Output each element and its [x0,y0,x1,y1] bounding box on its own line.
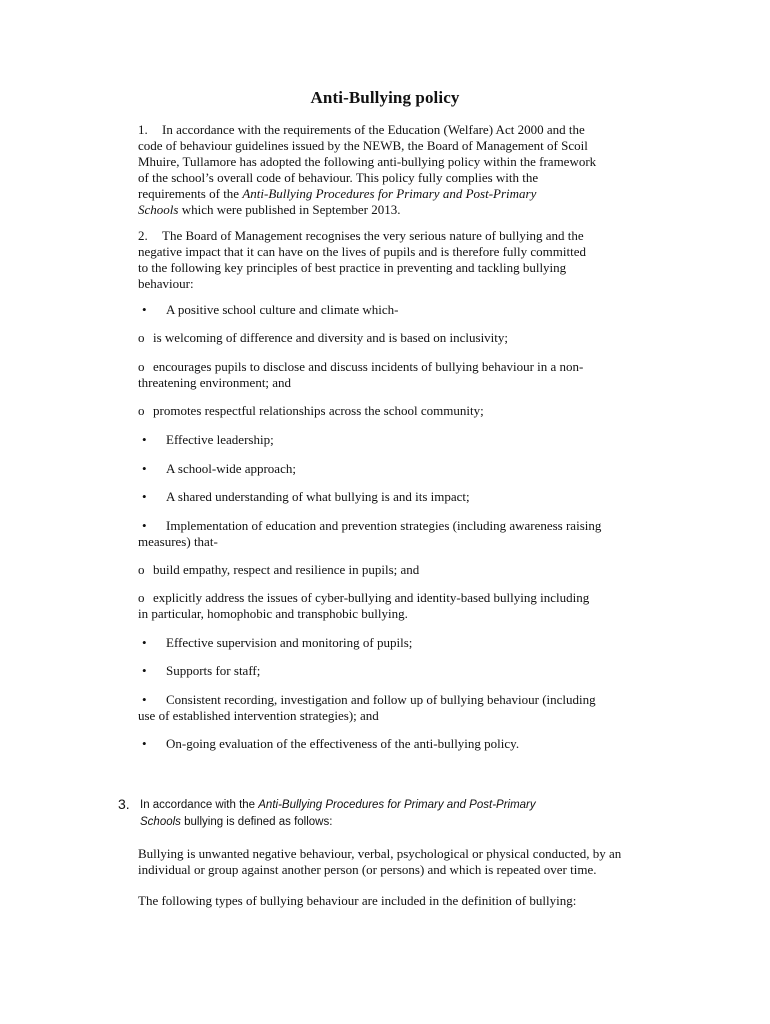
bullet-icon: • [142,432,147,447]
bullet-icon: • [142,635,147,650]
paragraph-number: 3. [118,796,130,812]
list-item: o promotes respectful relationships across the school community; [138,403,484,418]
list-item: • Consistent recording, investigation and follow up of bullying behaviour (including use of established intervention strategies); and [138,692,596,723]
paragraph-2: 2. The Board of Management recognises the very serious nature of bullying and the negative impact that it can have on the lives of pupils and is therefore fully committed to the following key principles of best practice in preventing and tackling bullying behaviour: [138,228,587,291]
italic-title: Anti-Bullying Procedures for Primary and Post-Primary [242,186,537,201]
circle-bullet-icon: o [138,330,145,345]
list-item: • Implementation of education and prevention strategies (including awareness raising measures) that- [138,518,602,549]
paragraph-number: 1. [138,122,148,137]
paragraph-number: 2. [138,228,148,243]
italic-title: Anti-Bullying Procedures for Primary and Post-Primary [258,799,536,811]
list-item: • Effective leadership; [138,432,658,448]
types-intro-paragraph: The following types of bullying behaviour are included in the definition of bullying: [138,893,577,908]
circle-bullet-icon: o [138,403,145,418]
list-item: • A school-wide approach; [138,461,658,477]
circle-bullet-icon: o [138,562,145,577]
bullet-icon: • [142,692,147,707]
list-item: • On-going evaluation of the effectiveness of the anti-bullying policy. [138,736,658,752]
bullet-icon: • [142,736,147,751]
list-item: o is welcoming of difference and diversity and is based on inclusivity; [138,330,509,345]
list-item: • A shared understanding of what bullying is and its impact; [138,489,658,505]
circle-bullet-icon: o [138,590,145,605]
document-page: Anti-Bullying policy 1. In accordance with the requirements of the Education (Welfare) Act 2000 and the code of behaviour guidelines issued by the NEWB, the Board of Management of Scoil Mhuire, Tullamore has adopted the following anti-bullying policy within the framework of the school’s overall code of behaviour. This policy fully complies with the requirements of the Anti-Bullying Procedures for Primary and Post-Primary Schools which were published in September 2013. 2. The Board of Management recognises the very serious nature of bullying and the negative impact that it can have on the lives of pupils and is therefore fully committed to the following key principles of best practice in preventing and tackling bullying behaviour: • A positive school culture and climate which- o is welcoming of difference and diversity and is based on inclusivity; o encourages pupils to disclose and discuss incidents of bullying behaviour in a non- threatening environment; and o promotes respectful relationships across the school community; • Effective leadership; • A school-wide approach; • A shared understanding of what bullying is and its impact; • Implementation of education and prevention strategies (including awareness raising measures) that- o build empathy, respect and resilience in pupils; and o explicitly address the issues of cyber-bullying and identity-based bullying including in particular, homophobic and transphobic bullying. • Effective supervision and monitoring of pupils; • Supports for staff; • Consistent recording, investigation and follow up of bullying behaviour (including use of established intervention strategies); and • On-going evaluation of the effectiveness of the anti-bullying policy. 3. In accordance with the Anti-Bullying Procedures for Primary and Post-Primary Schools bullying is defined as follows: Bullying is unwanted negative behaviour, verbal, psychological or physical conducted, by an individual or group against another person (or persons) and which is repeated over time. The following types of bullying behaviour are included in the definition of bullying: [0,0,770,1024]
list-item: • Supports for staff; [138,663,658,679]
list-item: o explicitly address the issues of cyber-bullying and identity-based bullying including in particular, homophobic and transphobic bullying. [138,590,590,621]
circle-bullet-icon: o [138,359,145,374]
italic-title: Schools [140,816,181,828]
bullet-icon: • [142,302,147,317]
document-title: Anti-Bullying policy [310,88,460,107]
bullet-icon: • [142,489,147,504]
italic-title: Schools [138,202,179,217]
definition-paragraph: Bullying is unwanted negative behaviour, verbal, psychological or physical conducted, by an individual or group against another person (or persons) and which is repeated over time. [138,846,622,877]
bullet-icon: • [142,461,147,476]
paragraph-1: 1. In accordance with the requirements of the Education (Welfare) Act 2000 and the code of behaviour guidelines issued by the NEWB, the Board of Management of Scoil Mhuire, Tullamore has adopted the following anti-bullying policy within the framework of the school’s overall code of behaviour. This policy fully complies with the requirements of the Anti-Bullying Procedures for Primary and Post-Primary Schools which were published in September 2013. [138,122,597,217]
bullet-icon: • [142,663,147,678]
bullet-icon: • [142,518,147,533]
list-item: • Effective supervision and monitoring of pupils; [138,635,658,651]
list-item: • A positive school culture and climate which- [138,302,658,318]
list-item: o encourages pupils to disclose and discuss incidents of bullying behaviour in a non- threatening environment; and [138,359,584,390]
list-item: o build empathy, respect and resilience in pupils; and [138,562,420,577]
